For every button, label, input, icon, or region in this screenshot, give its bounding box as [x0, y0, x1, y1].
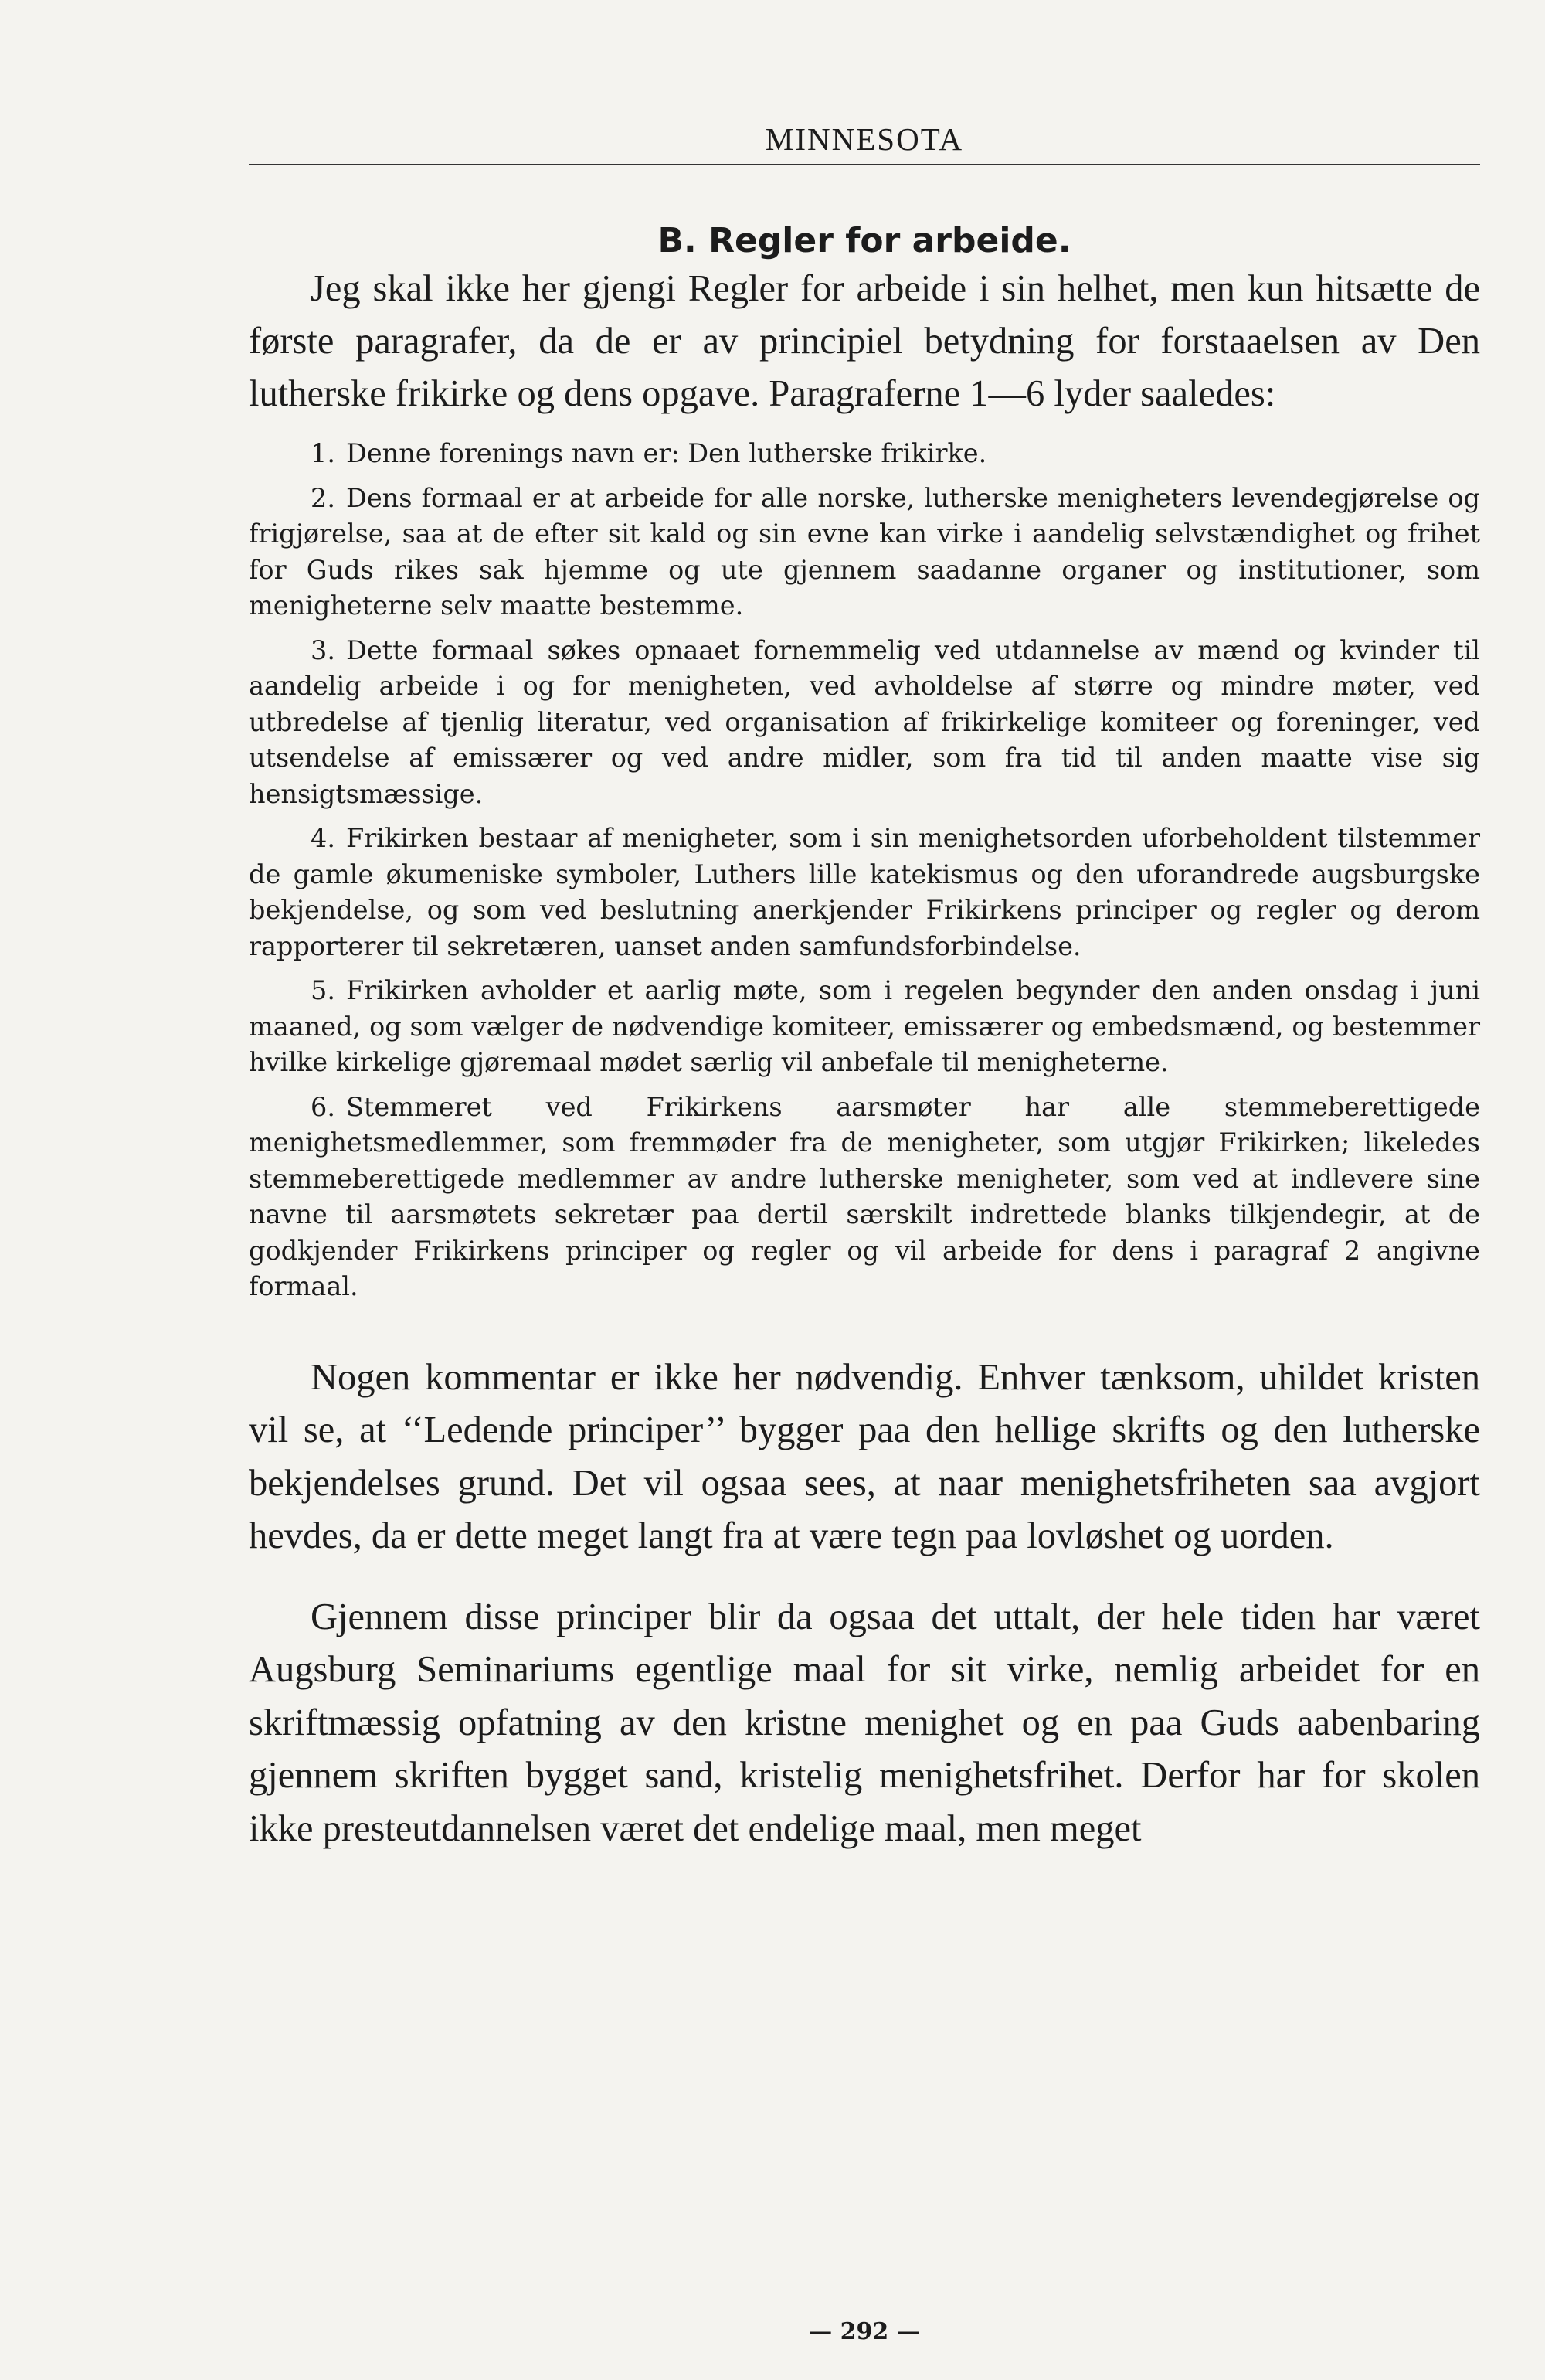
- rule-item: [249, 1090, 1480, 1305]
- rule-text: Frikirken bestaar af menigheter, som i sin menighetsorden uforbeholdent tilstemmer de gamle økumeniske symboler, Luthers lille katekismus og den uforandrede augsburgske bekjendelse, og som ved beslutning anerkjender Frikirkens principer og regler og derom rapporterer til sekretæren, uanset anden samfundsforbindelse.: [249, 823, 1480, 961]
- rule-text: Denne forenings navn er: Den lutherske frikirke.: [345, 438, 987, 468]
- body-paragraph-principles: Gjennem disse principer blir da ogsaa det uttalt, der hele tiden har været Augsburg Seminariums egentlige maal for sit virke, nemlig arbeidet for en skriftmæssig opfatning av den kristne menighet og en paa Guds aabenbaring gjennem skriften bygget sand, kristelig menighetsfrihet. Derfor har for skolen ikke presteutdannelsen været det endelige maal, men meget: [249, 1596, 1480, 1849]
- lead-paragraph: Jeg skal ikke her gjengi Regler for arbeide i sin helhet, men kun hitsætte de første paragrafer, da de er av principiel betydning for forstaaelsen av Den lutherske frikirke og dens opgave. Paragraferne 1—6 lyder saaledes:: [249, 268, 1480, 414]
- rule-number: 6.: [311, 1091, 335, 1122]
- rule-number: 1.: [311, 438, 335, 468]
- rule-text: Frikirken avholder et aarlig møte, som i regelen begynder den anden onsdag i juni maaned, og som vælger de nødvendige komiteer, emissærer og embedsmænd, og bestemmer hvilke kirkelige gjøremaal mødet særlig vil anbefale til menigheterne.: [249, 975, 1480, 1077]
- section-title: B. Regler for arbeide.: [657, 221, 1071, 260]
- document-page: [249, 116, 1480, 2345]
- running-head: MINNESOTA: [249, 116, 1480, 165]
- rule-item: [249, 633, 1480, 813]
- rule-number: 2.: [311, 482, 335, 513]
- rule-number: 5.: [311, 975, 335, 1005]
- page-number: — 292 —: [809, 2318, 920, 2345]
- rule-text: Dens formaal er at arbeide for alle norske, lutherske menigheters levendegjørelse og frigjørelse, saa at de efter sit kald og sin evne kan virke i aandelig selvstændighet og frihet for Guds rikes sak hjemme og ute gjennem saadanne organer og institutioner, som menigheterne selv maatte bestemme.: [249, 482, 1480, 620]
- rule-number: 3.: [311, 634, 335, 665]
- rule-text: Stemmeret ved Frikirkens aarsmøter har alle stemmeberettigede menighetsmedlemmer, som fremmøder fra de menigheter, som utgjør Frikirken; likeledes stemmeberettigede medlemmer av andre lutherske menigheter, som ved at indlevere sine navne til aarsmøtets sekretær paa dertil særskilt indrettede blanks tilkjendegir, at de godkjender Frikirkens principer og regler og vil arbeide for dens i paragraf 2 angivne formaal.: [249, 1091, 1480, 1301]
- body-paragraph-commentary: Nogen kommentar er ikke her nødvendig. Enhver tænksom, uhildet kristen vil se, at ‘‘Ledende principer’’ bygger paa den hellige skrifts og den lutherske bekjendelses grund. Det vil ogsaa sees, at naar menighetsfriheten saa avgjort hevdes, da er dette meget langt fra at være tegn paa lovløshet og uorden.: [249, 1356, 1480, 1556]
- rule-item: [249, 973, 1480, 1081]
- rule-text: Dette formaal søkes opnaaet fornemmelig ved utdannelse av mænd og kvinder til aandelig arbeide i og for menigheten, ved avholdelse af større og mindre møter, ved utbredelse af tjenlig literatur, ved organisation af frikirkelige komiteer og foreninger, ved utsendelse af emissærer og ved andre midler, som fra tid til anden maatte vise sig hensigtsmæssige.: [249, 634, 1480, 809]
- rule-item: [249, 436, 1480, 472]
- rules-list: [249, 436, 1480, 1305]
- rule-number: 4.: [311, 823, 335, 853]
- rule-item: [249, 821, 1480, 964]
- rule-item: [249, 481, 1480, 624]
